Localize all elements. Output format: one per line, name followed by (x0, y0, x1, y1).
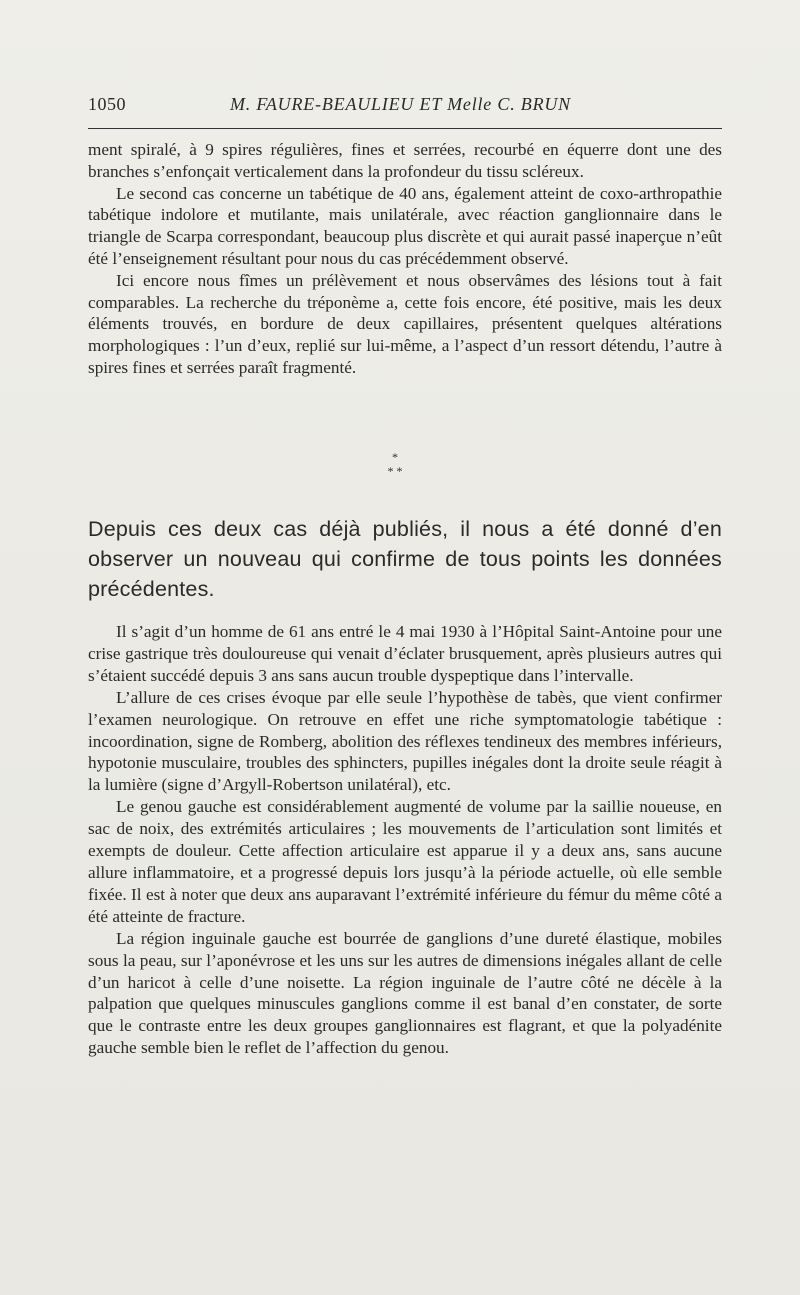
header-rule (88, 128, 722, 129)
paragraph: La région inguinale gauche est bourrée de ganglions d’une dureté élastique, mobiles sous la peau, sur l’aponévrose et les uns sur les autres de dimensions inégales allant de celle d’un haricot à celle d’une noisette. La région inguinale de l’autre côté ne décèle à la palpation que quelques minuscules ganglions comme il est banal d’en constater, de sorte que le contraste entre les deux groupes ganglionnaires est flagrant, et que la polyadénite gauche semble bien le reflet de l’affection du genou. (88, 928, 722, 1058)
paragraph: Il s’agit d’un homme de 61 ans entré le 4 mai 1930 à l’Hôpital Saint-Antoine pour une crise gastrique très douloureuse qui venait d’éclater brusquement, après plusieurs autres qui s’étaient succédé depuis 3 ans sans aucun trouble dyspeptique dans l’intervalle. (88, 622, 722, 685)
lead-paragraph (88, 514, 722, 604)
paragraph: ment spiralé, à 9 spires régulières, fines et serrées, recourbé en équerre dont une des branches s’enfonçait verticalement dans la profondeur du tissu scléreux. (88, 140, 722, 181)
page-number: 1050 (88, 94, 126, 114)
paragraph: L’allure de ces crises évoque par elle seule l’hypothèse de tabès, que vient confirmer l’examen neurologique. On retrouve en effet une riche symptomatologie tabétique : incoordination, signe de Romberg, abolition des réflexes tendineux des membres inférieurs, hypotonie musculaire, troubles des sphincters, pupilles inégales dont la droite seule réagit à la lumière (signe d’Argyll-Robertson unilatéral), etc. (88, 687, 722, 795)
paragraph: Ici encore nous fîmes un prélèvement et nous observâmes des lésions tout à fait comparables. La recherche du tréponème a, cette fois encore, été positive, mais les deux éléments trouvés, en bordure de deux capillaires, présentent quelques altérations morphologiques : l’un d’eux, replié sur lui-même, a l’aspect d’un ressort détendu, l’autre à spires fines et serrées paraît fragmenté. (88, 270, 722, 377)
main-section (88, 621, 722, 1059)
lead-text: Depuis ces deux cas déjà publiés, il nous a été donné d’en observer un nouveau qui confirme de tous points les données précédentes. (88, 517, 722, 601)
asterism-top: * (392, 450, 398, 464)
asterism (340, 450, 450, 492)
paragraph: Le second cas concerne un tabétique de 40 ans, également atteint de coxo-arthropathie tabétique indolore et mutilante, mais unilatérale, avec réaction ganglionnaire dans le triangle de Scarpa correspondant, beaucoup plus discrète et qui aurait passé inaperçue n’eût été l’enseignement résultant pour nous du cas précédemment observé. (88, 183, 722, 268)
top-section (88, 139, 722, 379)
paragraph: Le genou gauche est considérablement augmenté de volume par la saillie noueuse, en sac de noix, des extrémités articulaires ; les mouvements de l’articulation sont limités et exempts de douleur. Cette affection articulaire est apparue il y a deux ans, sans aucune allure inflammatoire, et a progressé depuis lors jusqu’à la période actuelle, où elle semble fixée. Il est à noter que deux ans auparavant l’extrémité inférieure du fémur du même côté a été atteinte de fracture. (88, 797, 722, 926)
page-header (88, 94, 722, 126)
asterism-bottom: * * (387, 464, 403, 478)
running-head: M. FAURE-BEAULIEU ET Melle C. BRUN (230, 94, 571, 114)
